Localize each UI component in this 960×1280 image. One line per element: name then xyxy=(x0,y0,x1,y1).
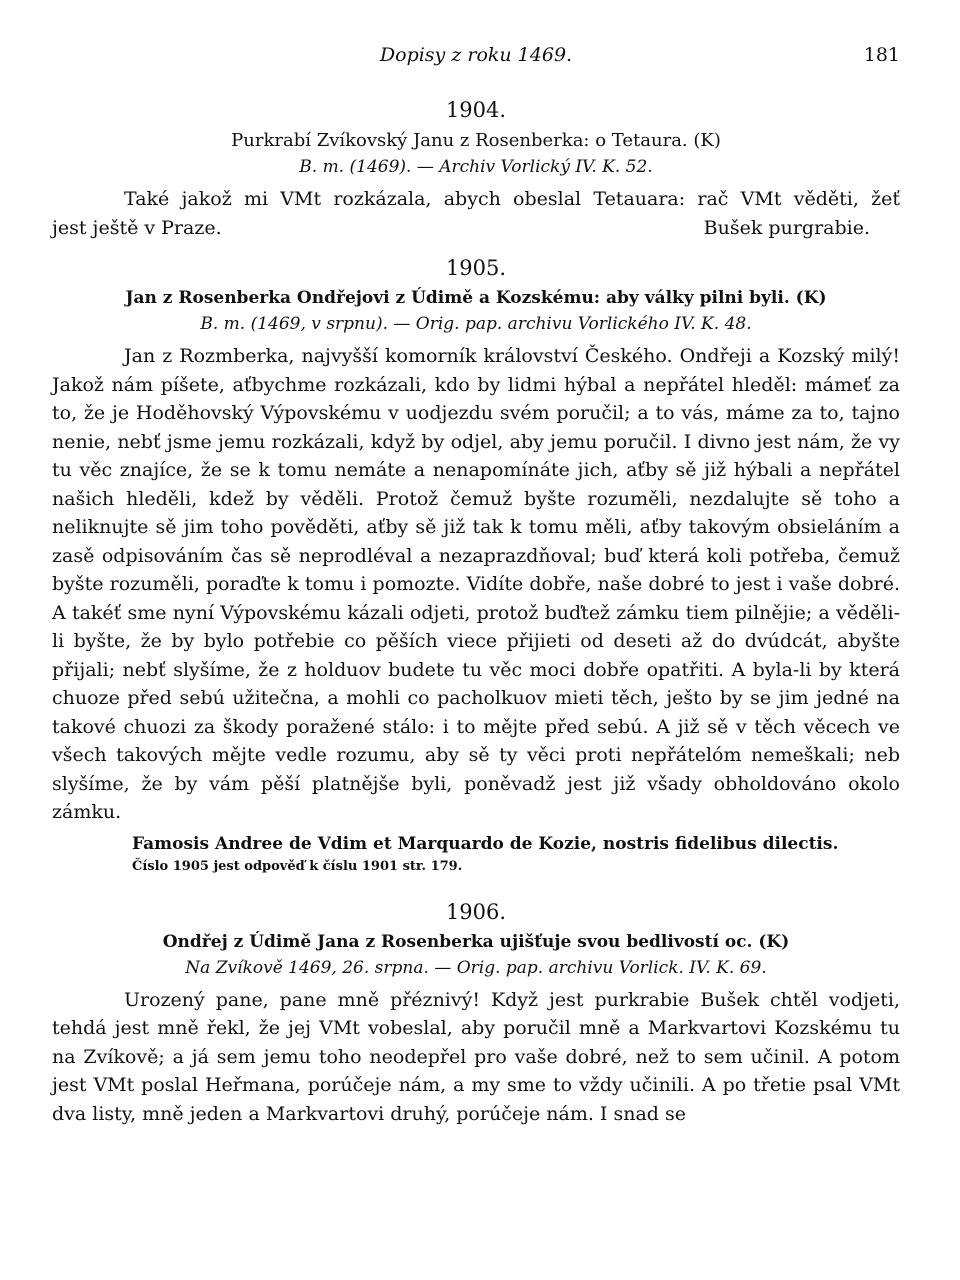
document-1904 xyxy=(52,98,900,242)
document-source: B. m. (1469). — Archiv Vorlický IV. K. 52. xyxy=(299,157,653,177)
document-source: B. m. (1469, v srpnu). — Orig. pap. archivu Vorlického IV. K. 48. xyxy=(200,314,752,334)
document-number: 1905. xyxy=(445,256,507,280)
document-heading: Jan z Rosenberka Ondřejovi z Údimě a Kozskému: aby války pilni byli. (K) xyxy=(125,288,827,308)
document-heading: Ondřej z Údimě Jana z Rosenberka ujišťuje svou bedlivostí oc. (K) xyxy=(162,931,790,952)
signature-row xyxy=(52,214,900,243)
document-heading: Purkrabí Zvíkovský Janu z Rosenberka: o Tetaura. (K) xyxy=(231,130,721,151)
document-paragraph: Urozený pane, pane mně přéznivý! Když jest purkrabie Bušek chtěl vodjeti, tehdá jest mně řekl, že jej VMt vobeslal, aby poručil mně a Markvartovi Kozskému tu na Zvíkově; a já sem jemu toho neodepřel pro vaše dobré, než to sem učinil. A potom jest VMt poslal Heřmana, porúčeje nám, a my sme to vždy učinili. A po třetie psal VMt dva listy, mně jeden a Markvartovi druhý, porúčeje nám. I snad se xyxy=(52,988,900,1125)
document-paragraph: Jan z Rozmberka, najvyšší komorník království Českého. Ondřeji a Kozský milý! Jakož nám píšete, aťbychme rozkázali, kdo by lidmi hýbal a nepřátel hleděl: mámeť za to, že je Hoděhovský Výpovskému v uodjezdu svém poručil; a to vás, máme za to, tajno nenie, nebť jsme jemu rozkázali, když by odjel, aby jemu poručil. I divno jest nám, že vy tu věc znajíce, že se k tomu nemáte a nenapomínáte jich, aťby sě již hýbali a nepřátel našich hleděli, kdež by věděli. Protož čemuž byšte rozuměli, nezdalujte sě toho a neliknujte sě jim toho pověděti, aťby sě již tak k tomu měli, aťby takovým obsieláním a zasě odpisováním čas sě neprodléval a nezaprazdňoval; buď která koli potřeba, čemuž byšte rozuměli, poraďte k tomu i pomozte. Vidíte dobře, naše dobré to jest i vaše dobré. A takéť sme nyní Výpovskému kázali odjeti, protož buďtež zámku tiem pilnějie; a věděli-li byšte, že by bylo potřebie co pěších viece přijieti od deseti až do dvúdcát, abyšte přijali; nebť slyšíme, že z holduov budete tu věc moci dobře opatřiti. A byla-li by která chuoze před sebú užitečna, a mohli co pacholkuov mieti těch, ješto by se jim jedné na takové chuozi za škody poražené stálo: i to mějte před sebú. A již sě v těch věcech ve všech takových mějte vedle rozumu, aby sě ty věci proti nepřátelóm nemeškali; neb slyšíme, že by vám pěší platnějše byli, poněvadž jest již všady obholdováno okolo zámku. xyxy=(52,345,900,823)
document-number: 1906. xyxy=(445,899,507,924)
running-header xyxy=(52,40,900,72)
document-number: 1904. xyxy=(445,98,507,122)
document-1905 xyxy=(52,256,900,874)
document-1906 xyxy=(52,900,900,1129)
document-source: Na Zvíkově 1469, 26. srpna. — Orig. pap. archivu Vorlick. IV. K. 69. xyxy=(185,957,767,978)
signature: Bušek purgrabie. xyxy=(703,216,870,239)
document-page xyxy=(52,40,900,1128)
editorial-note: Číslo 1905 jest odpověď k číslu 1901 str. 179. xyxy=(132,858,463,874)
page-number: 181 xyxy=(863,44,900,66)
document-paragraph: Také jakož mi VMt rozkázala, abych obeslal Tetauara: rač VMt věděti, žeť xyxy=(124,188,900,210)
letter-address: Famosis Andree de Vdim et Marquardo de Kozie, nostris fidelibus dilectis. xyxy=(132,833,839,854)
running-title: Dopisy z roku 1469. xyxy=(379,44,573,66)
paragraph-end: jest ještě v Praze. xyxy=(52,216,222,239)
